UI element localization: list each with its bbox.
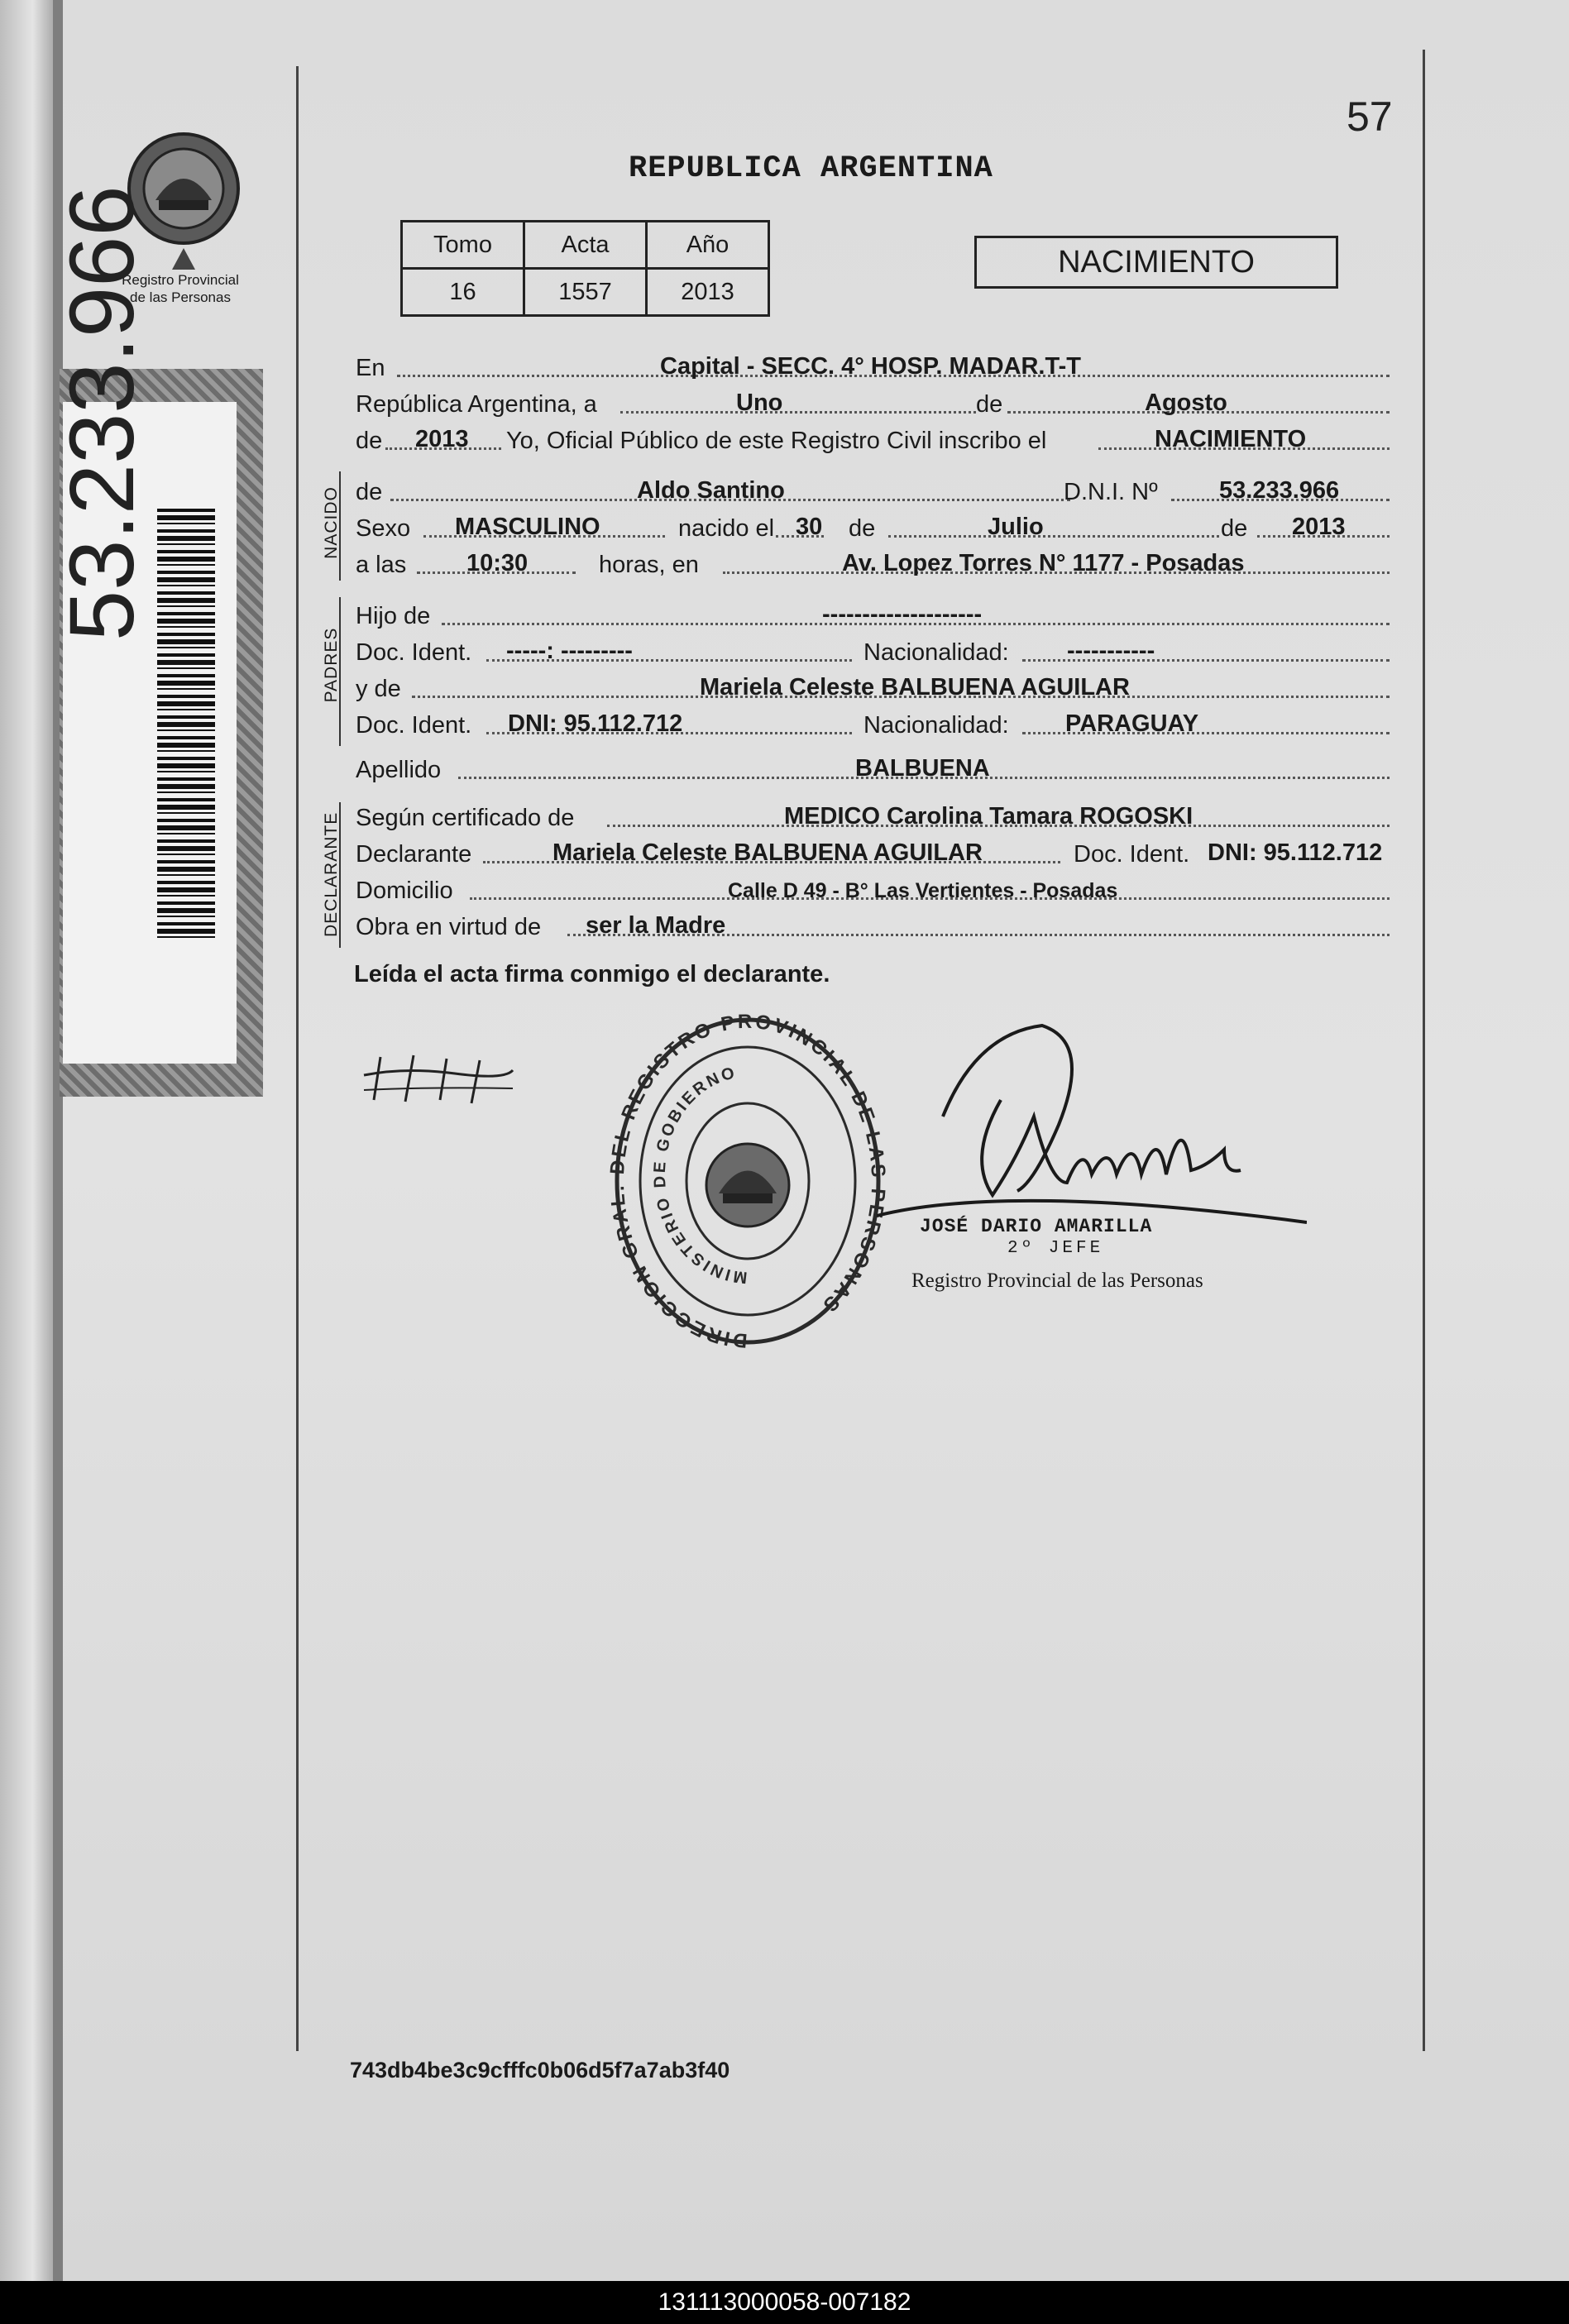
en-value: Capital - SECC. 4° HOSP. MADAR.T-T xyxy=(660,353,1081,380)
day-value: Uno xyxy=(736,390,783,416)
signer-office: Registro Provincial de las Personas xyxy=(911,1270,1203,1292)
nacido-section-label: NACIDO xyxy=(322,486,341,559)
handwritten-mark xyxy=(356,1050,521,1112)
month-value: Agosto xyxy=(1145,390,1227,416)
country-title: REPUBLICA ARGENTINA xyxy=(629,151,993,186)
row-certificado xyxy=(354,801,1396,835)
row-declarante xyxy=(354,837,1396,872)
yde-label: y de xyxy=(356,676,401,702)
registry-table-values xyxy=(402,269,769,316)
obra-label: Obra en virtud de xyxy=(356,914,542,940)
row-doc2 xyxy=(354,708,1396,743)
place-value: Av. Lopez Torres N° 1177 - Posadas xyxy=(842,550,1245,576)
de-label: de xyxy=(976,391,1003,418)
doc1-label: Doc. Ident. xyxy=(356,639,472,666)
certificado-label: Según certificado de xyxy=(356,805,575,831)
doc2-label: Doc. Ident. xyxy=(356,712,472,739)
year-value: 2013 xyxy=(415,426,469,452)
registry-table-header xyxy=(402,222,769,269)
registry-table xyxy=(400,220,770,317)
nac1-value: ----------- xyxy=(1067,638,1155,664)
doc3-value: DNI: 95.112.712 xyxy=(1208,839,1383,866)
birth-month-dots xyxy=(888,535,1219,538)
apellido-label: Apellido xyxy=(356,757,442,783)
signature xyxy=(877,1017,1307,1236)
row-doc1 xyxy=(354,635,1396,670)
inscribo-value: NACIMIENTO xyxy=(1155,426,1307,452)
row-inscribo xyxy=(354,423,1396,458)
registry-value-ano: 2013 xyxy=(647,269,769,316)
alas-label: a las xyxy=(356,552,407,578)
birth-day: 30 xyxy=(796,514,823,540)
certificado-value: MEDICO Carolina Tamara ROGOSKI xyxy=(784,803,1193,830)
inscribo-text: Yo, Oficial Público de este Registro Civil inscribo el xyxy=(506,428,1047,454)
barcode-number: 53.233.966 xyxy=(51,185,153,641)
registry-header-acta: Acta xyxy=(524,222,647,269)
de2-label: de xyxy=(849,515,876,542)
right-margin-line xyxy=(1423,50,1425,2051)
doc1-value: -----: --------- xyxy=(506,638,633,664)
de3-label: de xyxy=(1221,515,1248,542)
row-obra xyxy=(354,910,1396,944)
logo-caption-line1: Registro Provincial xyxy=(122,272,239,288)
registry-header-ano: Año xyxy=(647,222,769,269)
record-type-box: NACIMIENTO xyxy=(974,236,1338,289)
name-value: Aldo Santino xyxy=(637,477,785,504)
left-margin-line xyxy=(296,66,299,2051)
hijo-value: -------------------- xyxy=(822,601,983,628)
row-mother xyxy=(354,672,1396,706)
registry-value-tomo: 16 xyxy=(402,269,524,316)
name-label: de xyxy=(356,479,383,505)
nacido-label: nacido el xyxy=(678,515,775,542)
registry-value-acta: 1557 xyxy=(524,269,647,316)
page-number: 57 xyxy=(1347,93,1393,140)
document-hash: 743db4be3c9cfffc0b06d5f7a7ab3f40 xyxy=(350,2058,730,2083)
seal-outer-text: DIRECCION GRAL. DEL REGISTRO PROVINCIAL DE LAS PERSONAS xyxy=(606,1010,890,1352)
domicilio-label: Domicilio xyxy=(356,877,453,904)
nac1-label: Nacionalidad: xyxy=(863,639,1009,666)
hijo-label: Hijo de xyxy=(356,603,431,629)
domicilio-value: Calle D 49 - B° Las Vertientes - Posadas xyxy=(728,879,1118,902)
barcode-bars xyxy=(157,509,215,939)
republica-dots xyxy=(620,411,976,414)
doc3-label: Doc. Ident. xyxy=(1074,841,1190,868)
doc2-value: DNI: 95.112.712 xyxy=(508,710,683,737)
official-seal xyxy=(599,1007,897,1375)
dni-label: D.N.I. Nº xyxy=(1064,479,1158,505)
year-prefix: de xyxy=(356,428,383,454)
closing-statement: Leída el acta firma conmigo el declarante. xyxy=(354,961,830,987)
row-apellido xyxy=(354,753,1396,787)
row-name xyxy=(354,475,1396,509)
signer-name: JOSÉ DARIO AMARILLA xyxy=(920,1216,1153,1237)
mother-value: Mariela Celeste BALBUENA AGUILAR xyxy=(700,674,1130,701)
row-domicilio xyxy=(354,873,1396,908)
padres-section-label: PADRES xyxy=(322,627,341,703)
row-hora xyxy=(354,548,1396,582)
row-en xyxy=(354,351,1396,385)
obra-value: ser la Madre xyxy=(586,912,726,939)
sexo-value: MASCULINO xyxy=(455,514,600,540)
horas-label: horas, en xyxy=(599,552,699,578)
nac2-value: PARAGUAY xyxy=(1065,710,1199,737)
declarante-label: Declarante xyxy=(356,841,472,868)
birth-month: Julio xyxy=(988,514,1044,540)
dni-value: 53.233.966 xyxy=(1219,477,1340,504)
registry-header-tomo: Tomo xyxy=(402,222,524,269)
declarante-section-label: DECLARANTE xyxy=(322,811,341,937)
logo-caption-line2: de las Personas xyxy=(130,289,231,305)
signer-title: 2º JEFE xyxy=(1007,1239,1104,1258)
row-republica xyxy=(354,387,1396,422)
nac2-label: Nacionalidad: xyxy=(863,712,1009,739)
birth-year: 2013 xyxy=(1292,514,1346,540)
row-sexo xyxy=(354,511,1396,546)
sexo-label: Sexo xyxy=(356,515,411,542)
apellido-value: BALBUENA xyxy=(855,755,990,782)
seal-inner-text: MINISTERIO DE GOBIERNO xyxy=(650,1063,749,1287)
row-hijo xyxy=(354,599,1396,634)
declarante-value: Mariela Celeste BALBUENA AGUILAR xyxy=(552,839,983,866)
time-value: 10:30 xyxy=(466,550,529,576)
footer-code: 131113000058-007182 xyxy=(0,2281,1569,2324)
republica-label: República Argentina, a xyxy=(356,391,597,418)
en-label: En xyxy=(356,355,385,381)
